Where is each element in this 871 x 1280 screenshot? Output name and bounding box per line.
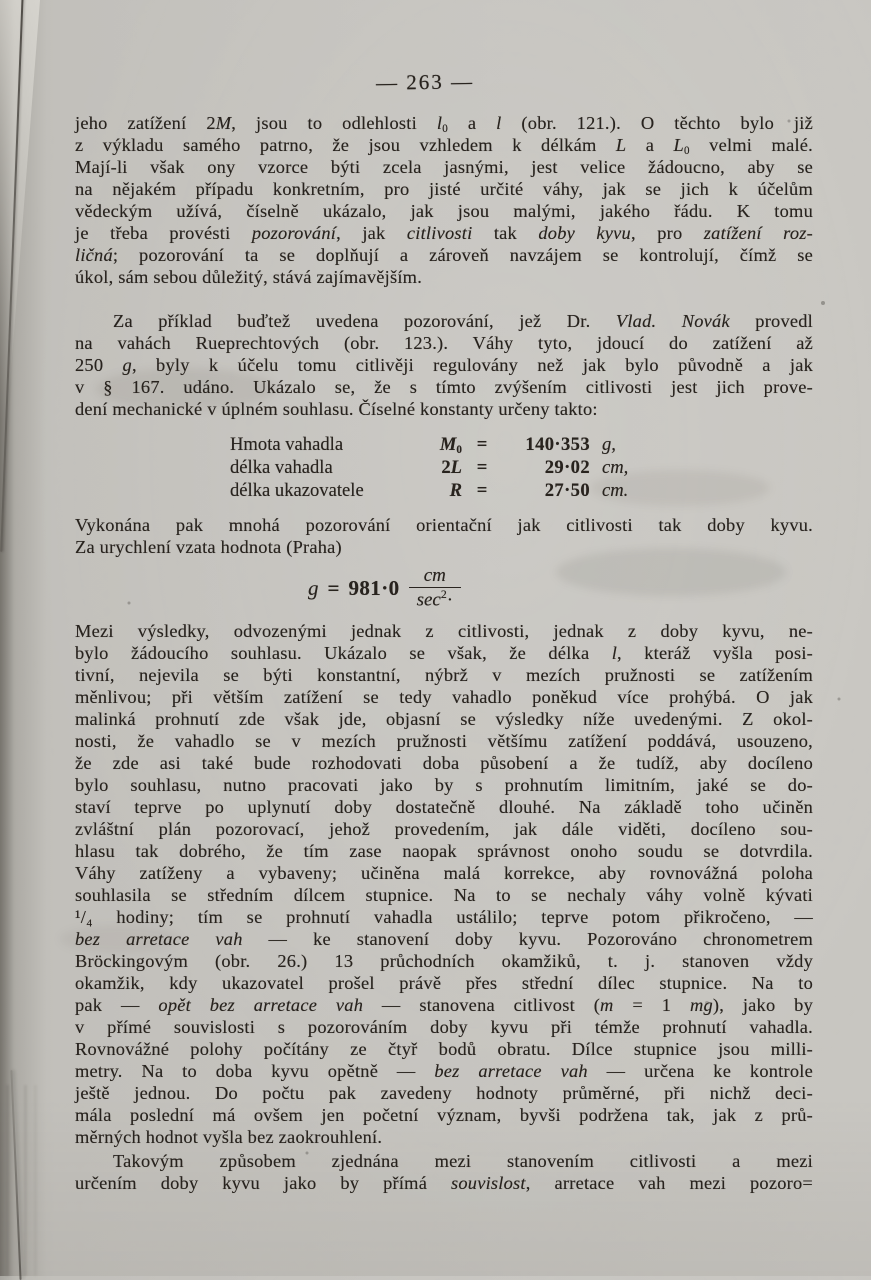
- paragraph-intro: [75, 112, 813, 288]
- text-line: [75, 774, 813, 796]
- constant-unit: cm.: [602, 480, 629, 501]
- page-number: — 263 —: [375, 69, 475, 95]
- text-run: mg: [689, 995, 713, 1015]
- text-run: vědeckým užívá, číselně ukázalo, jak jsou malými, jakého řádu. K tomu: [75, 201, 813, 221]
- text-run: Za příklad buďtež uvedena pozorování, jež Dr.: [113, 311, 616, 331]
- text-run: a: [447, 113, 497, 133]
- text-line: [75, 818, 813, 840]
- text-run: , pro: [630, 223, 704, 243]
- text-run: dení mechanické v úplném souhlasu. Číselné konstanty určeny takto:: [75, 399, 598, 419]
- text-line: [75, 730, 813, 752]
- text-run: bez arretace vah: [75, 929, 243, 949]
- text-run: Za urychlení vzata hodnota (Praha): [75, 537, 342, 557]
- text-run: L: [450, 457, 462, 478]
- text-run: metry. Na to doba kyvu opětně —: [75, 1061, 435, 1081]
- text-line: [75, 884, 813, 906]
- text-line: [75, 536, 813, 558]
- text-run: M: [215, 113, 232, 133]
- text-run: (obr. 121.). O těchto bylo již: [501, 113, 813, 133]
- text-run: z výkladu samého patrno, že jsou vzhledem k délkám: [75, 135, 616, 155]
- text-run: 0: [684, 145, 690, 158]
- text-run: bez arretace vah: [434, 1061, 588, 1081]
- text-run: 0: [456, 444, 462, 457]
- constant-symbol: [408, 456, 462, 479]
- text-run: v § 167. udáno. Ukázalo se, že s tímto zvýšením citlivosti jest jich prove-: [75, 377, 813, 397]
- text-line: [75, 200, 813, 222]
- text-run: ličná: [75, 245, 113, 265]
- text-run: bylo souhlasu, nutno pracovati jako by s prohnutím limitním, jaké se do-: [75, 775, 813, 795]
- text-run: tak: [472, 223, 539, 243]
- text-run: úkol, sám sebou důležitý, stává zajímavějším.: [75, 267, 423, 287]
- text-run: Bröckingovým (obr. 26.) 13 průchodních okamžiků, t. j. stanoven vždy: [75, 951, 813, 971]
- text-run: hlasu tak dobrého, že tím zase naopak správnost onoho soudu se dotvrdila.: [75, 841, 813, 861]
- text-run: , byly k účelu tomu citlivěji regulovány než jak bylo původně a jak: [131, 355, 814, 375]
- text-run: Mají-li však ony vzorce býti zcela jasnými, jest velice žádoucno, aby se: [75, 157, 813, 177]
- constant-symbol: [408, 479, 462, 502]
- text-run: l: [611, 643, 618, 663]
- text-run: okamžik, kdy ukazovatel prošel právě přes střední dílec stupnice. Na to: [75, 973, 813, 993]
- text-run: l: [436, 113, 443, 133]
- text-run: malinká prohnutí zde však jde, objasní se výsledky níže uvedenými. Z okol-: [75, 709, 813, 729]
- sentence-period: ·: [446, 589, 454, 611]
- text-run: pozorování: [251, 223, 337, 243]
- text-run: , jsou to odlehlosti: [231, 113, 437, 133]
- constant-label: délka ukazovatele: [230, 480, 364, 501]
- text-line: [75, 796, 813, 818]
- text-line: [75, 642, 813, 664]
- text-line: [75, 222, 813, 244]
- denominator-exponent: 2: [440, 588, 447, 602]
- constant-unit: cm,: [602, 457, 629, 478]
- text-line: [75, 1126, 813, 1148]
- text-run: , jak: [336, 223, 407, 243]
- text-line: [75, 376, 813, 398]
- constant-symbol: [408, 433, 462, 456]
- text-line: [75, 178, 813, 200]
- formula-lhs: g: [308, 575, 319, 600]
- text-line: [75, 708, 813, 730]
- text-line: [75, 928, 813, 950]
- text-line: [75, 244, 813, 266]
- text-line: [75, 332, 813, 354]
- text-run: měrných hodnot vyšla bez zaokrouhlení.: [75, 1127, 383, 1147]
- text-line: [75, 620, 813, 642]
- text-run: R: [449, 480, 462, 501]
- constant-value: 140·353: [525, 434, 590, 455]
- text-run: ; pozorování ta se doplňují a zároveň navzájem se kontrolují, čímž se: [112, 245, 813, 265]
- paragraph-observations: [75, 514, 813, 558]
- text-run: určením doby kyvu jako by přímá: [75, 1173, 451, 1193]
- formula-coefficient: 981·0: [348, 575, 400, 600]
- paragraph-example: [75, 310, 813, 420]
- denominator-unit: sec: [416, 589, 441, 611]
- text-line: [75, 1060, 813, 1082]
- text-run: Mezi výsledky, odvozenými jednak z citlivosti, jednak z doby kyvu, ne-: [75, 621, 813, 641]
- text-run: , arretace vah mezi pozoro=: [525, 1173, 814, 1193]
- text-line: [75, 1082, 813, 1104]
- text-run: ), jako by: [712, 995, 814, 1015]
- gravity-formula: [308, 566, 461, 611]
- text-run: provedl: [729, 311, 814, 331]
- text-run: doby kyvu: [538, 223, 631, 243]
- formula-equals: =: [327, 575, 340, 600]
- text-line: [75, 994, 813, 1016]
- text-line: [75, 950, 813, 972]
- text-run: — určena ke kontrole: [587, 1061, 813, 1081]
- text-line: [75, 134, 813, 156]
- text-line: [75, 972, 813, 994]
- text-run: , kteráž vyšla posi-: [617, 643, 813, 663]
- text-run: citlivosti: [406, 223, 473, 243]
- text-run: jeho zatížení 2: [75, 113, 216, 133]
- text-line: [75, 906, 813, 928]
- text-line: [75, 1172, 813, 1194]
- text-run: — stanovena citlivost (: [363, 995, 601, 1015]
- text-line: [75, 112, 813, 134]
- text-run: a: [626, 135, 674, 155]
- text-line: [75, 1038, 813, 1060]
- fraction-denominator: [409, 587, 461, 610]
- paper-striation: [24, 1085, 27, 1276]
- text-run: zatížení roz-: [703, 223, 813, 243]
- paper-striation: [6, 1085, 9, 1276]
- text-line: [75, 752, 813, 774]
- text-line: [75, 1104, 813, 1126]
- scan-specks: [0, 0, 2, 2]
- text-line: [75, 1150, 813, 1172]
- paragraph-conclusion: [75, 1150, 813, 1194]
- paper-striation: [34, 1085, 37, 1276]
- text-line: [75, 664, 813, 686]
- text-run: = 1: [613, 995, 690, 1015]
- constant-equals: =: [476, 434, 488, 455]
- text-line: [75, 156, 813, 178]
- text-run: pak —: [75, 995, 159, 1015]
- text-run: na nějakém případu konkretním, pro jisté určité váhy, jak se jich k účelům: [75, 179, 813, 199]
- text-run: měnlivou; při větším zatížení se tedy vahadlo poněkud více prohýbá. O jak: [75, 687, 813, 707]
- text-run: Rovnovážné polohy počítány ze čtyř bodů obratu. Dílce stupnice jsou milli-: [75, 1039, 813, 1059]
- text-line: [75, 686, 813, 708]
- text-run: bylo žádoucího souhlasu. Ukázalo se však, že délka: [75, 643, 612, 663]
- text-run: opět bez arretace vah: [158, 995, 364, 1015]
- text-run: ¹/₄ hodiny; tím se prohnutí vahadla ustálilo; teprve potom přikročeno, —: [75, 907, 813, 927]
- text-run: 0: [442, 123, 448, 136]
- constant-label: Hmota vahadla: [230, 434, 344, 455]
- text-run: že zde asi také bude rozhodovati doba působení a že tudíž, aby docíleno: [75, 753, 813, 773]
- fraction-numerator: cm: [423, 565, 446, 586]
- text-line: [75, 398, 813, 420]
- constant-equals: =: [476, 480, 488, 501]
- text-run: 250: [75, 355, 123, 375]
- text-run: Váhy zatíženy a vybaveny; učiněna malá korrekce, aby rovnovážná poloha: [75, 863, 813, 883]
- text-run: na vahách Rueprechtových (obr. 123.). Váhy tyto, jdoucí do zatížení až: [75, 333, 813, 353]
- paragraph-results: [75, 620, 813, 1148]
- text-run: Vykonána pak mnohá pozorování orientační jak citlivosti tak doby kyvu.: [75, 515, 813, 535]
- constant-label: délka vahadla: [230, 457, 333, 478]
- text-run: — ke stanovení doby kyvu. Pozorováno chronometrem: [242, 929, 814, 949]
- text-run: Takovým způsobem zjednána mezi stanovením citlivosti a mezi: [113, 1151, 813, 1171]
- text-run: velmi malé.: [689, 135, 813, 155]
- text-run: L: [615, 135, 627, 155]
- text-run: L: [673, 135, 684, 155]
- constants-table: [75, 433, 813, 502]
- text-line: [75, 310, 813, 332]
- text-run: souvislost: [451, 1173, 526, 1193]
- text-run: g: [122, 355, 132, 375]
- text-run: zvláštní plán pozorovací, jehož provedením, jak dále viděti, docíleno sou-: [75, 819, 813, 839]
- text-run: 2: [441, 457, 451, 478]
- formula-fraction: [409, 566, 461, 611]
- text-run: tivní, nejevila se býti konstantní, nýbrž v mezích pružnosti se zatížením: [75, 665, 813, 685]
- text-run: v přímé souvislosti s pozorováním doby kyvu při témže prohnutí vahadla.: [75, 1017, 813, 1037]
- text-line: [75, 514, 813, 536]
- text-run: souhlasila se středním dílcem stupnice. Na to se nechaly váhy volně kývati: [75, 885, 813, 905]
- text-run: ještě jednou. Do počtu pak zavedeny hodnoty průměrné, při nichž deci-: [75, 1083, 813, 1103]
- text-line: [75, 862, 813, 884]
- constant-value: 29·02: [544, 457, 590, 478]
- text-run: Vlad. Novák: [615, 311, 730, 331]
- text-run: staví teprve po uplynutí doby dostatečně dlouhé. Na základě toho učiněn: [75, 797, 813, 817]
- text-run: mála poslední má ovšem jen početní význam, byvši podržena tak, jak z prů-: [75, 1105, 813, 1125]
- constant-row: [75, 456, 813, 479]
- text-line: [75, 1016, 813, 1038]
- constant-equals: =: [476, 457, 488, 478]
- constant-value: 27·50: [544, 480, 590, 501]
- constant-unit: g,: [602, 434, 616, 455]
- constant-row: [75, 433, 813, 456]
- text-run: M: [439, 434, 457, 455]
- constant-row: [75, 479, 813, 502]
- text-run: m: [600, 995, 614, 1015]
- text-run: l: [496, 113, 502, 133]
- text-run: je třeba provésti: [75, 223, 252, 243]
- text-run: nosti, že vahadlo se v mezích pružnosti většímu zatížení poddává, usouzeno,: [75, 731, 813, 751]
- text-line: [75, 354, 813, 376]
- text-line: [75, 266, 813, 288]
- text-line: [75, 840, 813, 862]
